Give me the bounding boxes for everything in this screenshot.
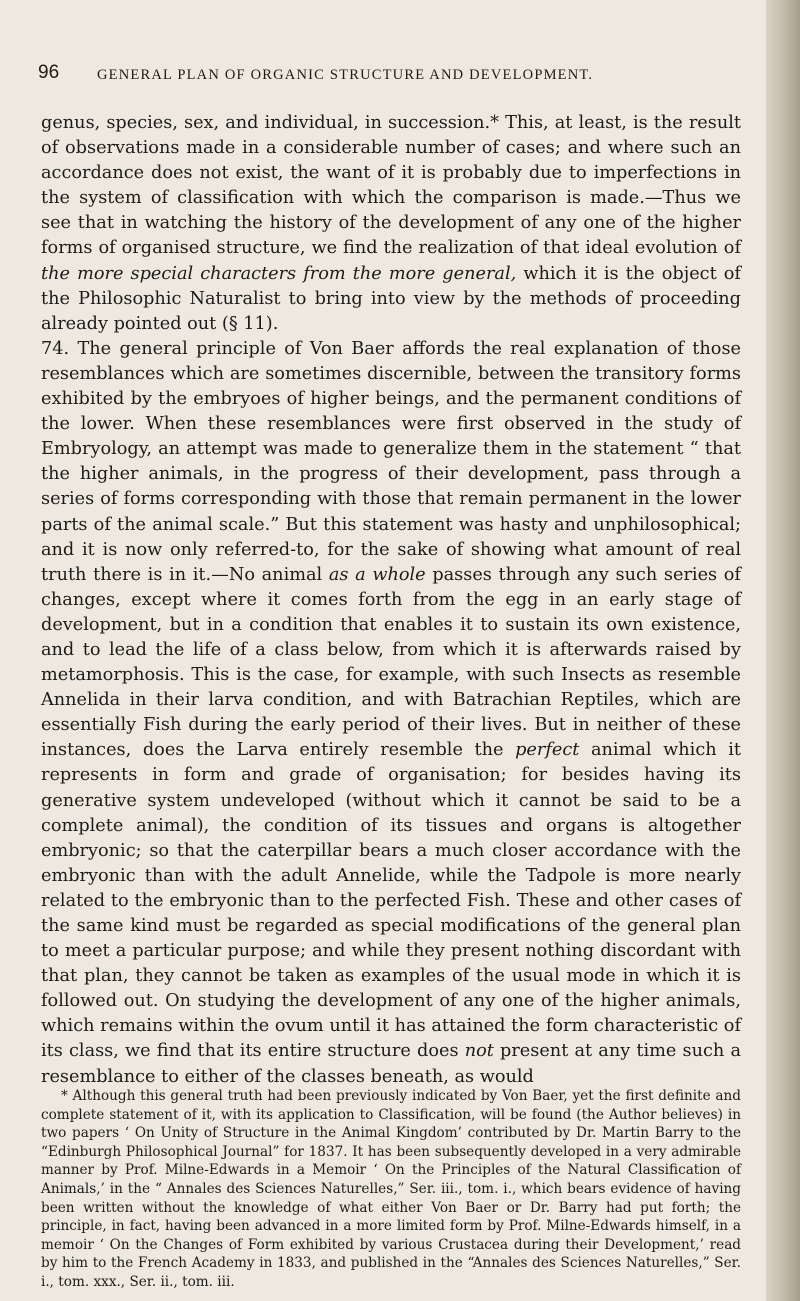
paragraph-1 — [41, 111, 741, 337]
footnote-text: * Although this general truth had been previously indicated by Von Baer, yet the first definite and complete statement of it, with its application to Classification, will be found (the Author believes) in two papers ‘ On Unity of Structure in the Animal Kingdom’ contributed by Dr. Martin Barry to the “Edinburgh Philosophical Journal” for 1837. It has been subsequently developed in a very admirable manner by Prof. Milne-Edwards in a Memoir ‘ On the Principles of the Natural Classification of Animals,’ in the “ Annales des Sciences Naturelles,” Ser. iii., tom. i., which bears evidence of having been written without the knowledge of what either Von Baer or Dr. Barry had put forth; the principle, in fact, having been advanced in a more limited form by Prof. Milne-Edwards himself, in a memoir ‘ On the Changes of Form exhibited by various Crustacea during their Development,’ read by him to the French Academy in 1833, and published in the “Annales des Sciences Naturelles,” Ser. i., tom. xxx., Ser. ii., tom. iii. — [41, 1088, 741, 1290]
p2-text-4: present at any time such a resemblance to either of the classes beneath, as would — [41, 1041, 741, 1087]
p2-text-2: passes through any such series of changes, except where it comes forth from the egg in an early stage of development, but in a condition that enables it to sustain its own existence, and to lead the life of a class below, from which it is afterwards raised by metamorphosis. This is the case, for example, with such Insects as resemble Annelida in their larva condition, and with Batrachian Reptiles, which are essentially Fish during the early period of their lives. But in neither of these instances, does the Larva entirely resemble the — [41, 564, 741, 761]
p1-text-2: which it is the object of the Philosophic Naturalist to bring into view by the methods of proceeding already pointed out (§ 11). — [41, 263, 741, 334]
p2-italic-1: as a whole — [328, 564, 426, 585]
paragraph-74 — [41, 337, 741, 1090]
page-header — [38, 62, 738, 88]
running-head: GENERAL PLAN OF ORGANIC STRUCTURE AND DEVELOPMENT. — [97, 67, 594, 83]
page-edge — [766, 0, 800, 1301]
p2-italic-3: not — [464, 1041, 494, 1062]
page-number: 96 — [38, 62, 60, 83]
footnote — [41, 1087, 741, 1292]
p2-italic-2: perfect — [515, 740, 580, 761]
body-text — [41, 111, 741, 1090]
p2-text-1: 74. The general principle of Von Baer affords the real explanation of those resemblances which are sometimes discernible, between the transitory forms exhibited by the embryoes of higher beings, and the permanent conditions of the lower. When these resemblances were first observed in the study of Embryology, an attempt was made to generalize them in the statement “ that the higher animals, in the progress of their development, pass through a series of forms corresponding with those that remain permanent in the lower parts of the animal scale.” But this statement was hasty and unphilosophical; and it is now only referred-to, for the sake of showing what amount of real truth there is in it.—No animal — [41, 338, 741, 585]
p1-text-1: genus, species, sex, and individual, in succession.* This, at least, is the result of observations made in a considerable number of cases; and where such an accordance does not exist, the want of it is probably due to imperfections in the system of classification with which the comparison is made.—Thus we see that in watching the history of the development of any one of the higher forms of organised structure, we find the realization of that ideal evolution of — [41, 113, 741, 259]
p2-text-3: animal which it represents in form and grade of organisation; for besides having its generative system undeveloped (without which it cannot be said to be a complete animal), the condition of its tissues and organs is altogether embryonic; so that the caterpillar bears a much closer accordance with the embryonic than with the adult Annelide, while the Tadpole is more nearly related to the embryonic than to the perfected Fish. These and other cases of the same kind must be regarded as special modifications of the general plan to meet a particular purpose; and while they present nothing discordant with that plan, they cannot be taken as examples of the usual mode in which it is followed out. On studying the development of any one of the higher animals, which remains within the ovum until it has attained the form characteristic of its class, we find that its entire structure does — [41, 740, 742, 1062]
p1-italic-1: the more special characters from the more general, — [41, 263, 517, 284]
